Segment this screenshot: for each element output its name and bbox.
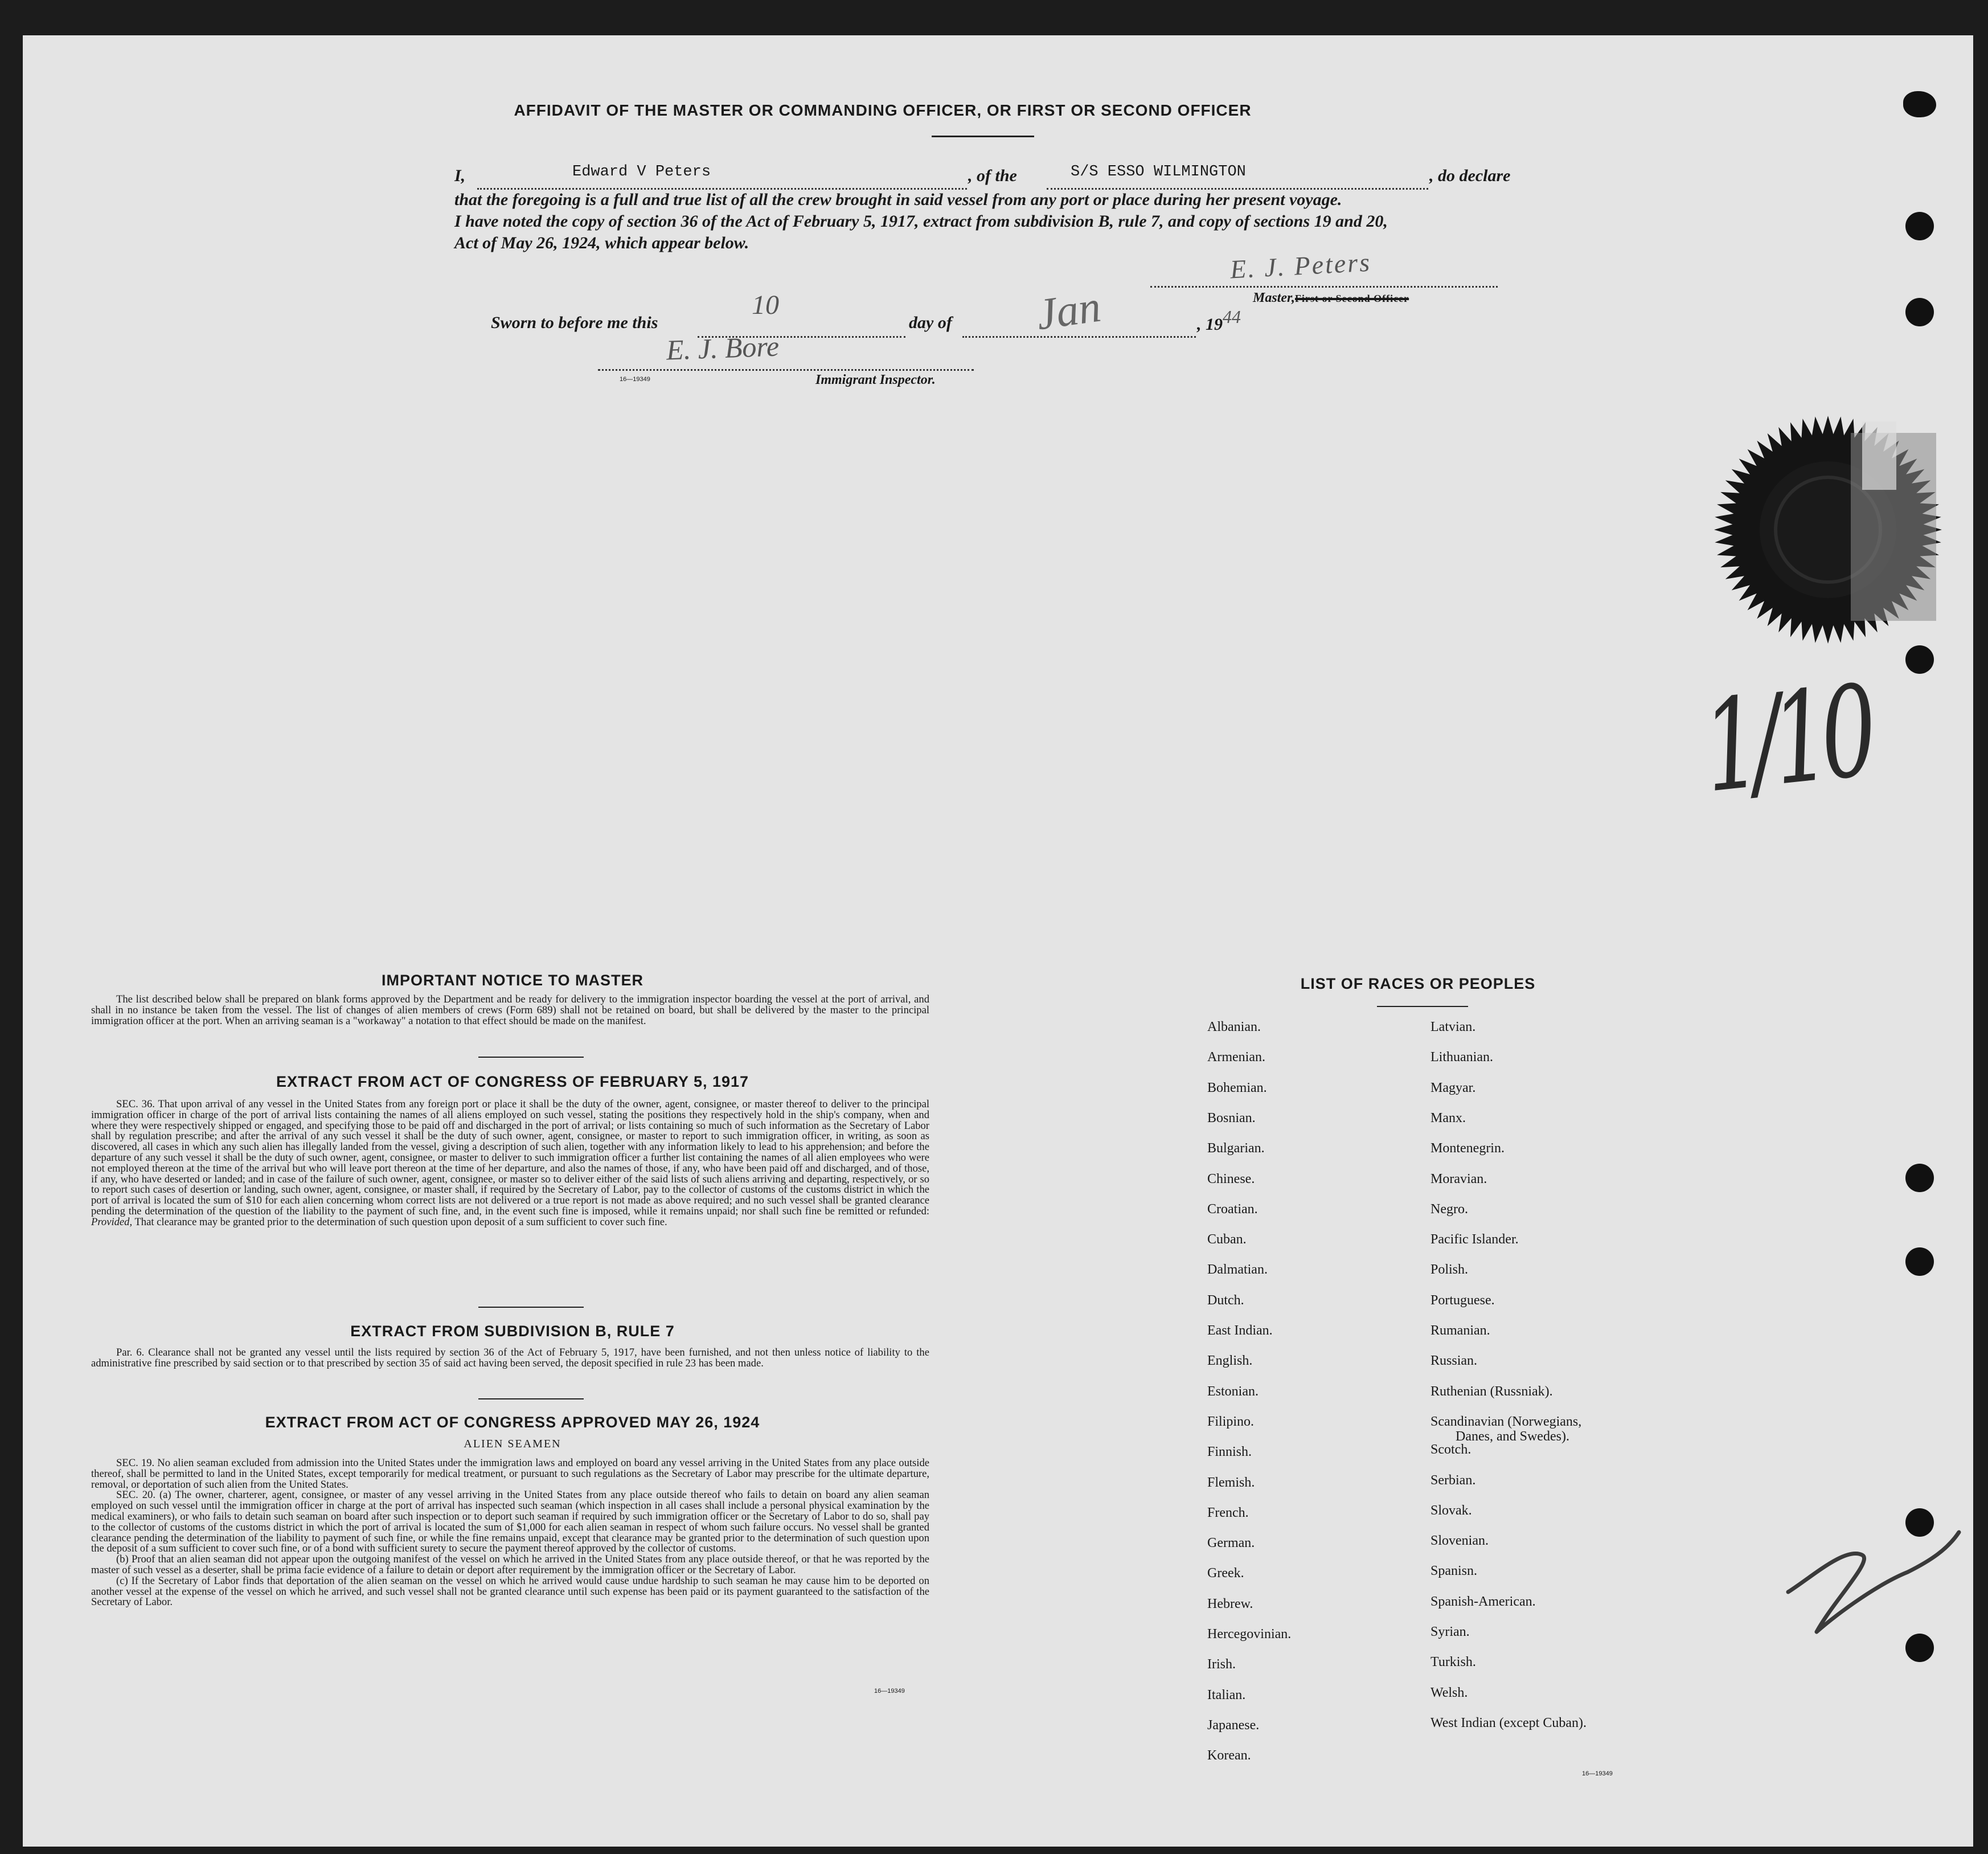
sworn-label: Sworn to before me this [491, 313, 658, 332]
divider [478, 1057, 584, 1058]
race-entry: Flemish. [1207, 1475, 1255, 1490]
race-entry: Hercegovinian. [1207, 1627, 1292, 1642]
punch-hole-icon [1905, 645, 1934, 674]
races-title: LIST OF RACES OR PEOPLES [1300, 975, 1536, 992]
extract-form-number: 16—19349 [874, 1688, 905, 1695]
race-entry: Bulgarian. [1207, 1141, 1265, 1156]
master-signature: E. J. Peters [1229, 247, 1372, 284]
officer-name: Edward V Peters [572, 163, 711, 181]
notice-title: IMPORTANT NOTICE TO MASTER [382, 972, 643, 989]
alien-seamen-subtitle: ALIEN SEAMEN [464, 1438, 561, 1450]
of-the-label: , of the [968, 166, 1017, 185]
do-declare-label: , do declare [1429, 166, 1511, 185]
extract-1917-text [91, 1099, 929, 1228]
sec19-paragraph: SEC. 19. No alien seaman excluded from admission into the United States under the immigration laws and employed on board any vessel arriving in the United States from any place outside thereof, shall be permitted to land in the United States, except temporarily for medical treatment, or pursuant to such regulations as the Secretary of Labor may prescribe for the ultimate departure, removal, or deportation of such alien from the United States. [91, 1457, 929, 1491]
races-form-number: 16—19349 [1582, 1770, 1613, 1777]
race-entry: Dalmatian. [1207, 1262, 1268, 1278]
punch-hole-icon [1905, 298, 1934, 326]
race-entry: Manx. [1430, 1110, 1466, 1126]
seal-stamp-icon [1708, 410, 1948, 649]
race-entry: Danes, and Swedes). [1456, 1429, 1569, 1444]
inspector-line [598, 354, 974, 371]
vessel-name: S/S ESSO WILMINGTON [1071, 163, 1246, 181]
race-entry: Filipino. [1207, 1414, 1255, 1429]
race-entry: Korean. [1207, 1748, 1251, 1763]
notice-text [91, 994, 929, 1026]
extract-1917-title: EXTRACT FROM ACT OF CONGRESS OF FEBRUARY 5, 1917 [276, 1073, 749, 1090]
sec20a-paragraph: SEC. 20. (a) The owner, charterer, agent, consignee, or master of any vessel arriving in the United States from any place outside thereof who fails to detain on board any alien seaman employed on such vessel until the immigration officer in charge at the port of arrival has inspected such seaman (which inspection in all cases shall include a personal physical examination by the medical examiners), or who fails to detain such seaman on board after such inspection or to deport such seaman if required by such immigration officer or the Secretary of Labor to do so, shall pay to the collector of customs of the customs district in which the port of arrival is located the sum of $1,000 for each alien seaman in respect of whom such failure occurs. No vessel shall be granted clearance pending the determination of the liability to payment of such fine, or while the fine remains unpaid, except that clearance may be granted prior to the determination of such question upon the deposit of a sum sufficient to cover such fine, or of a bond with sufficient surety to secure the payment thereof approved by the collector of customs. [91, 1489, 929, 1555]
race-entry: West Indian (except Cuban). [1430, 1715, 1587, 1730]
race-entry: Armenian. [1207, 1050, 1265, 1065]
race-entry: Polish. [1430, 1262, 1469, 1278]
race-entry: Negro. [1430, 1201, 1468, 1217]
race-entry: Hebrew. [1207, 1596, 1253, 1611]
race-entry: Serbian. [1430, 1472, 1476, 1488]
race-entry: Greek. [1207, 1566, 1244, 1581]
race-entry: Scandinavian (Norwegians, [1430, 1414, 1582, 1429]
rule7-paragraph: Par. 6. Clearance shall not be granted any vessel until the lists required by section 36 of the Act of February 5, 1917, have been furnished, and not then unless notice of liability to the administrative fine prescribed by said section or to that prescribed by section 35 of said act having been served, the deposit specified in rule 23 has been made. [91, 1346, 929, 1369]
extract-1924-title: EXTRACT FROM ACT OF CONGRESS APPROVED MAY 26, 1924 [265, 1414, 760, 1431]
punch-hole-icon [1905, 1164, 1934, 1192]
affidavit-line-3: I have noted the copy of section 36 of the Act of February 5, 1917, extract from subdivision B, rule 7, and copy of sections 19 and 20, [454, 212, 1388, 231]
year-suffix: 44 [1223, 306, 1241, 327]
race-entry: Spanisn. [1430, 1564, 1478, 1579]
proviso-label: Provided, [91, 1215, 133, 1228]
sworn-month: Jan [1033, 281, 1104, 339]
races-right-column [1430, 1020, 1704, 1777]
sec36-proviso-text: That clearance may be granted prior to the determination of such question upon deposit of a sum sufficient to cover such fine. [134, 1215, 667, 1228]
race-entry: Syrian. [1430, 1624, 1470, 1639]
extract-1924-text [91, 1458, 929, 1608]
officer-name-line [477, 169, 967, 190]
sworn-day: 10 [752, 290, 779, 320]
race-entry: French. [1207, 1505, 1249, 1520]
race-entry: Montenegrin. [1430, 1141, 1505, 1156]
year-prefix: , 19 [1197, 315, 1223, 334]
signer-title [1253, 290, 1409, 306]
race-entry: Lithuanian. [1430, 1050, 1493, 1065]
punch-hole-icon [1903, 91, 1936, 117]
race-entry: Chinese. [1207, 1171, 1255, 1186]
race-entry: Portuguese. [1430, 1292, 1495, 1308]
race-entry: Magyar. [1430, 1080, 1476, 1095]
race-entry: Pacific Islander. [1430, 1232, 1519, 1247]
races-rule [1377, 1006, 1468, 1007]
race-entry: Croatian. [1207, 1201, 1258, 1217]
divider [478, 1398, 584, 1399]
race-entry: Turkish. [1430, 1655, 1476, 1670]
affidavit-i: I, [454, 166, 466, 185]
inspector-title: Immigrant Inspector. [815, 373, 936, 387]
race-entry: Russian. [1430, 1353, 1478, 1369]
affidavit-form-number: 16—19349 [620, 376, 650, 383]
affidavit-line-4: Act of May 26, 1924, which appear below. [454, 234, 749, 252]
signature-line [1150, 268, 1498, 288]
notice-paragraph: The list described below shall be prepared on blank forms approved by the Department and be ready for delivery to the immigration inspector boarding the vessel at the port of arrival, and shall in no instance be taken from the vessel. The list of changes of alien members of crews (Form 689) shall not be retained on board, but shall be delivered by the master to the principal immigration officer at the port. When an arriving seaman is a "workaway" a notation to that effect should be made on the manifest. [91, 993, 929, 1027]
punch-hole-icon [1905, 1247, 1934, 1276]
master-label: Master, [1253, 290, 1296, 305]
affidavit-title: AFFIDAVIT OF THE MASTER OR COMMANDING OFFICER, OR FIRST OR SECOND OFFICER [514, 101, 1252, 119]
punch-hole-icon [1905, 212, 1934, 240]
race-entry: Welsh. [1430, 1685, 1468, 1700]
sec20b-paragraph: (b) Proof that an alien seaman did not appear upon the outgoing manifest of the vessel on which he arrived in the United States from any place outside thereof, or that he was reported by the master of such vessel as a deserter, shall be prima facie evidence of a failure to detain or deport after requirement by the immigration officer or the Secretary of Labor. [91, 1553, 929, 1576]
race-entry: Finnish. [1207, 1444, 1252, 1460]
extract-rule7-title: EXTRACT FROM SUBDIVISION B, RULE 7 [350, 1323, 675, 1340]
affidavit-line-2: that the foregoing is a full and true list of all the crew brought in said vessel from any port or place during her present voyage. [454, 190, 1342, 209]
day-of-label: day of [909, 313, 952, 332]
race-entry: Bosnian. [1207, 1110, 1256, 1126]
race-entry: Latvian. [1430, 1020, 1476, 1034]
race-entry: Irish. [1207, 1657, 1236, 1672]
title-rule [932, 136, 1034, 137]
race-entry: East Indian. [1207, 1323, 1273, 1338]
race-entry: Japanese. [1207, 1717, 1260, 1733]
race-entry: Slovenian. [1430, 1533, 1489, 1549]
race-entry: Slovak. [1430, 1503, 1472, 1518]
race-entry: Moravian. [1430, 1171, 1487, 1186]
sec36-text: SEC. 36. That upon arrival of any vessel in the United States from any foreign port or place it shall be the duty of the owner, agent, consignee, or master thereof to deliver to the principal immigration officer in charge of the port of arrival lists containing the names of all aliens employed on such vessel, stating the positions they respectively hold in the ship's company, when and where they were respectively shipped or engaged, and specifying those to be paid off and discharged in the port of arrival; or lists containing so much of such information as the Secretary of Labor shall by regulation prescribe; and after the arrival of any such vessel it shall be the duty of such owner, agent, consignee, or master to report to such immigration officer, in writing, as soon as discovered, all cases in which any such alien has illegally landed from the vessel, giving a description of such alien, together with any information likely to lead to his apprehension; and before the departure of any such vessel it shall be the duty of such owner, agent, consignee, or master to deliver to such immigration officer a further list containing the names of all alien employees who were not employed thereon at the time of the arrival but who will leave port thereon at the time of her departure, and also the names of those, if any, who have been paid off and discharged, and of those, if any, who have deserted or landed; and in case of the failure of such owner, agent, consignee, or master so to deliver either of the said lists of such aliens arriving and departing, respectively, or so to report such cases of desertion or landing, such owner, agent, consignee, or master shall, if required by the Secretary of Labor, pay to the collector of customs of the customs district in which the port of arrival is located the sum of $10 for each alien concerning whom correct lists are not delivered or a true report is not made as above required; and no such vessel shall be granted clearance pending the determination of the question of the liability to the payment of such fine, and, in the event such fine is imposed, while it remains unpaid; nor shall such fine be remitted or refunded: [91, 1098, 929, 1217]
sec36-paragraph [91, 1099, 929, 1228]
race-entry: Albanian. [1207, 1020, 1261, 1034]
handwritten-page-mark: 1/10 [1696, 658, 1876, 821]
race-entry: Bohemian. [1207, 1080, 1267, 1095]
race-entry: Italian. [1207, 1687, 1246, 1702]
race-entry: German. [1207, 1536, 1255, 1551]
race-entry: Scotch. [1430, 1442, 1471, 1458]
race-entry: Estonian. [1207, 1384, 1259, 1399]
divider [478, 1307, 584, 1308]
race-entry: Cuban. [1207, 1232, 1247, 1247]
inspector-signature: E. J. Bore [666, 330, 780, 366]
race-entry: Spanish-American. [1430, 1594, 1536, 1609]
struck-officer-label: First or Second Officer [1295, 293, 1409, 304]
race-entry: Dutch. [1207, 1292, 1244, 1308]
race-entry: Ruthenian (Russniak). [1430, 1384, 1553, 1399]
extract-rule7-text [91, 1348, 929, 1369]
race-entry: Rumanian. [1430, 1323, 1490, 1338]
handwritten-check-icon [1777, 1515, 1965, 1640]
year-label [1197, 306, 1241, 334]
race-entry: English. [1207, 1353, 1253, 1369]
races-left-column [1207, 1020, 1412, 1777]
sec20c-paragraph: (c) If the Secretary of Labor finds that deportation of the alien seaman on the vessel on which he arrived would cause undue hardship to such seaman he may cause him to be deported on another vessel at the expense of the vessel on which he arrived, and such vessel shall not be granted clearance until such expense has been paid or its payment guaranteed to the satisfaction of the Secretary of Labor. [91, 1574, 929, 1609]
